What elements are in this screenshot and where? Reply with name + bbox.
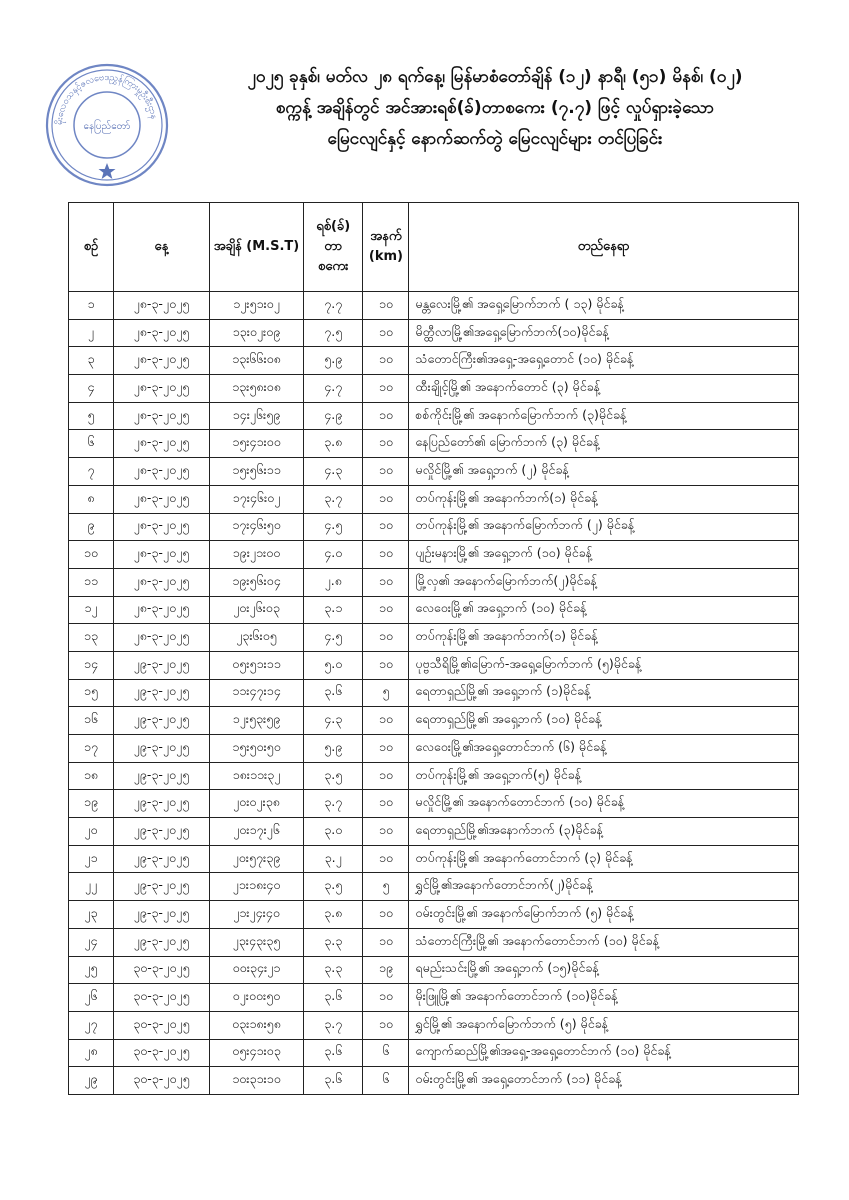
- cell-depth: ၁၀: [363, 984, 409, 1012]
- table-row: [69, 624, 799, 652]
- cell-magnitude: ၃.၅: [303, 762, 363, 790]
- cell-depth: ၆: [363, 1067, 409, 1095]
- cell-date: ၂၉-၃-၂၀၂၅: [113, 735, 209, 763]
- cell-date: ၂၈-၃-၂၀၂၅: [113, 513, 209, 541]
- cell-location: သံတောင်ကြီး၏အရှေ့-အရှေ့တောင် (၁၀) မိုင်ခန့်: [409, 347, 799, 375]
- table-body: [69, 292, 799, 1095]
- table-row: [69, 735, 799, 763]
- cell-time: ၁၀း၃၁း၁၀: [209, 1067, 303, 1095]
- cell-location: မိတ္ထီလာမြို့၏အရှေ့မြောက်ဘက်(၁၀)မိုင်ခန့်: [409, 319, 799, 347]
- cell-date: ၂၈-၃-၂၀၂၅: [113, 568, 209, 596]
- cell-depth: ၁၉: [363, 956, 409, 984]
- table-row: [69, 956, 799, 984]
- cell-time: ၀၂း၀၀း၅၀: [209, 984, 303, 1012]
- cell-location: ပျဉ်းမနားမြို့၏ အရှေ့ဘက် (၁၀) မိုင်ခန့်: [409, 541, 799, 569]
- cell-no: ၁၆: [69, 707, 114, 735]
- cell-location: ရွှင်မြို့၏အနောက်တောင်ဘက်(၂)မိုင်ခန့်: [409, 873, 799, 901]
- cell-time: ၁၁း၄၇း၁၄: [209, 679, 303, 707]
- table-row: [69, 568, 799, 596]
- table-row: [69, 319, 799, 347]
- table-row: [69, 402, 799, 430]
- seal-label: နေပြည်တော်: [83, 121, 131, 132]
- table-row: [69, 873, 799, 901]
- cell-depth: ၁၀: [363, 845, 409, 873]
- cell-magnitude: ၃.၃: [303, 928, 363, 956]
- table-row: [69, 679, 799, 707]
- table-row: [69, 845, 799, 873]
- cell-magnitude: ၃.၆: [303, 1039, 363, 1067]
- cell-time: ၁၅း၅၀း၅၀: [209, 735, 303, 763]
- cell-time: ၁၉း၂၁း၀၀: [209, 541, 303, 569]
- cell-magnitude: ၃.၁: [303, 596, 363, 624]
- table-row: [69, 485, 799, 513]
- cell-depth: ၁၀: [363, 458, 409, 486]
- table-row: [69, 541, 799, 569]
- cell-location: ဝမ်းတွင်းမြို့၏ အရှေ့တောင်ဘက် (၁၁) မိုင်ခန့်: [409, 1067, 799, 1095]
- cell-magnitude: ၄.၅: [303, 624, 363, 652]
- cell-depth: ၁၀: [363, 901, 409, 929]
- table-row: [69, 430, 799, 458]
- cell-date: ၂၉-၃-၂၀၂၅: [113, 762, 209, 790]
- cell-time: ၂၀း၂၆း၀၃: [209, 596, 303, 624]
- cell-no: ၁၀: [69, 541, 114, 569]
- star-icon: [99, 163, 116, 179]
- table-row: [69, 984, 799, 1012]
- header-time: အချိန် (M.S.T): [209, 203, 303, 292]
- cell-no: ၁၂: [69, 596, 114, 624]
- cell-depth: ၁၀: [363, 402, 409, 430]
- cell-time: ၁၃း၀၂း၀၉: [209, 319, 303, 347]
- cell-date: ၃၀-၃-၂၀၂၅: [113, 956, 209, 984]
- cell-date: ၂၈-၃-၂၀၂၅: [113, 375, 209, 403]
- cell-date: ၂၈-၃-၂၀၂၅: [113, 485, 209, 513]
- cell-no: ၂၄: [69, 928, 114, 956]
- cell-magnitude: ၇.၅: [303, 319, 363, 347]
- cell-depth: ၅: [363, 679, 409, 707]
- cell-location: ရေတာရှည်မြို့၏ အရှေ့ဘက် (၁)မိုင်ခန့်: [409, 679, 799, 707]
- cell-time: ၁၇း၄၆း၅၀: [209, 513, 303, 541]
- cell-time: ၁၂း၅၁း၀၂: [209, 292, 303, 320]
- cell-time: ၂၁း၂၄း၄၀: [209, 901, 303, 929]
- cell-date: ၃၀-၃-၂၀၂၅: [113, 1011, 209, 1039]
- cell-date: ၂၈-၃-၂၀၂၅: [113, 596, 209, 624]
- cell-date: ၂၉-၃-၂၀၂၅: [113, 707, 209, 735]
- table-row: [69, 818, 799, 846]
- cell-location: လေဝေးမြို့၏ အရှေ့ဘက် (၁၀) မိုင်ခန့်: [409, 596, 799, 624]
- cell-time: ၂၃း၆း၀၅: [209, 624, 303, 652]
- cell-date: ၂၈-၃-၂၀၂၅: [113, 458, 209, 486]
- cell-no: ၂၉: [69, 1067, 114, 1095]
- cell-time: ၁၉း၅၆း၀၄: [209, 568, 303, 596]
- cell-magnitude: ၅.၉: [303, 735, 363, 763]
- cell-no: ၁၉: [69, 790, 114, 818]
- cell-time: ၁၇း၄၆း၀၂: [209, 485, 303, 513]
- table-row: [69, 292, 799, 320]
- cell-depth: ၁၀: [363, 541, 409, 569]
- cell-depth: ၁၀: [363, 375, 409, 403]
- cell-no: ၂၀: [69, 818, 114, 846]
- document-title: [180, 62, 810, 155]
- cell-magnitude: ၄.၉: [303, 402, 363, 430]
- cell-location: သံတောင်ကြီးမြို့၏ အနောက်တောင်ဘက် (၁၀) မိုင်ခန့်: [409, 928, 799, 956]
- cell-time: ၁၈း၁၁း၃၂: [209, 762, 303, 790]
- table-row: [69, 1039, 799, 1067]
- cell-location: နေပြည်တော်၏ မြောက်ဘက် (၃) မိုင်ခန့်: [409, 430, 799, 458]
- cell-time: ၀၅း၅၁း၁၁: [209, 651, 303, 679]
- cell-magnitude: ၇.၇: [303, 292, 363, 320]
- cell-date: ၂၉-၃-၂၀၂၅: [113, 928, 209, 956]
- cell-magnitude: ၃.၇: [303, 1011, 363, 1039]
- cell-magnitude: ၃.၆: [303, 1067, 363, 1095]
- cell-magnitude: ၄.၀: [303, 541, 363, 569]
- cell-no: ၈: [69, 485, 114, 513]
- cell-location: တပ်ကုန်းမြို့၏ အရှေ့ဘက်(၅) မိုင်ခန့်: [409, 762, 799, 790]
- table-row: [69, 790, 799, 818]
- cell-no: ၂၆: [69, 984, 114, 1012]
- cell-no: ၂၁: [69, 845, 114, 873]
- cell-time: ၀၃း၁၈း၅၈: [209, 1011, 303, 1039]
- cell-magnitude: ၃.၆: [303, 984, 363, 1012]
- cell-depth: ၁၀: [363, 513, 409, 541]
- svg-text:မိုးလေဝသနှင့်ဇလဗေဒညွှန်ကြားမှု: [54, 73, 159, 125]
- cell-date: ၂၈-၃-၂၀၂၅: [113, 624, 209, 652]
- cell-depth: ၁၀: [363, 818, 409, 846]
- cell-magnitude: ၂.၈: [303, 568, 363, 596]
- title-line-1: ၂၀၂၅ ခုနှစ်၊ မတ်လ ၂၈ ရက်နေ့၊ မြန်မာစံတော်ချိန် (၁၂) နာရီ၊ (၅၁) မိနစ်၊ (၀၂): [247, 67, 743, 87]
- cell-depth: ၁၀: [363, 651, 409, 679]
- cell-date: ၂၉-၃-၂၀၂၅: [113, 790, 209, 818]
- cell-date: ၂၈-၃-၂၀၂၅: [113, 319, 209, 347]
- cell-no: ၁၇: [69, 735, 114, 763]
- cell-no: ၂၈: [69, 1039, 114, 1067]
- cell-depth: ၁၀: [363, 762, 409, 790]
- cell-depth: ၁၀: [363, 596, 409, 624]
- cell-location: ရမည်းသင်းမြို့၏ အရှေ့ဘက် (၁၅)မိုင်ခန့်: [409, 956, 799, 984]
- cell-no: ၁၄: [69, 651, 114, 679]
- cell-time: ၂၁း၁၈း၄၀: [209, 873, 303, 901]
- cell-location: တပ်ကုန်းမြို့၏ အနောက်မြောက်ဘက် (၂) မိုင်ခန့်: [409, 513, 799, 541]
- cell-time: ၁၅း၄၁း၀၀: [209, 430, 303, 458]
- title-line-3: မြေငလျင်နှင့် နောက်ဆက်တွဲ မြေငလျင်များ တင်ပြခြင်း: [327, 129, 663, 149]
- cell-depth: ၁၀: [363, 347, 409, 375]
- cell-magnitude: ၄.၃: [303, 458, 363, 486]
- cell-date: ၂၈-၃-၂၀၂၅: [113, 402, 209, 430]
- cell-magnitude: ၃.၇: [303, 485, 363, 513]
- cell-no: ၉: [69, 513, 114, 541]
- cell-depth: ၁၀: [363, 292, 409, 320]
- table-header-row: [69, 203, 799, 292]
- cell-date: ၃၀-၃-၂၀၂၅: [113, 984, 209, 1012]
- header-magnitude: ရစ်(ခ်) တာ စကေး: [303, 203, 363, 292]
- cell-depth: ၁၀: [363, 568, 409, 596]
- cell-time: ၀၅း၄၁း၀၃: [209, 1039, 303, 1067]
- cell-location: စစ်ကိုင်းမြို့၏ အနောက်မြောက်ဘက် (၃)မိုင်ခန့်: [409, 402, 799, 430]
- cell-location: ထီးချိုင့်မြို့၏ အနောက်တောင် (၃) မိုင်ခန့်: [409, 375, 799, 403]
- cell-no: ၁၃: [69, 624, 114, 652]
- cell-time: ၂၀း၁၇း၂၆: [209, 818, 303, 846]
- table-row: [69, 375, 799, 403]
- cell-magnitude: ၃.၂: [303, 845, 363, 873]
- cell-location: ကျောက်ဆည်မြို့၏အရှေ့-အရှေ့တောင်ဘက် (၁၀) မိုင်ခန့်: [409, 1039, 799, 1067]
- cell-magnitude: ၃.၇: [303, 790, 363, 818]
- table-row: [69, 1067, 799, 1095]
- cell-location: မြို့လှ၏ အနောက်မြောက်ဘက်(၂)မိုင်ခန့်: [409, 568, 799, 596]
- cell-no: ၄: [69, 375, 114, 403]
- cell-magnitude: ၃.၀: [303, 818, 363, 846]
- cell-no: ၂: [69, 319, 114, 347]
- cell-depth: ၅: [363, 873, 409, 901]
- cell-no: ၁၅: [69, 679, 114, 707]
- table-row: [69, 707, 799, 735]
- cell-no: ၅: [69, 402, 114, 430]
- cell-location: တပ်ကုန်းမြို့၏ အနောက်တောင်ဘက် (၃) မိုင်ခန့်: [409, 845, 799, 873]
- cell-location: ဝမ်းတွင်းမြို့၏ အနောက်မြောက်ဘက် (၅) မိုင်ခန့်: [409, 901, 799, 929]
- cell-depth: ၁၀: [363, 624, 409, 652]
- cell-location: ရေတာရှည်မြို့၏အနောက်ဘက် (၃)မိုင်ခန့်: [409, 818, 799, 846]
- cell-location: မလှိုင်မြို့၏ အရှေ့ဘက် (၂) မိုင်ခန့်: [409, 458, 799, 486]
- cell-magnitude: ၄.၅: [303, 513, 363, 541]
- cell-no: ၂၃: [69, 901, 114, 929]
- cell-no: ၁၁: [69, 568, 114, 596]
- cell-magnitude: ၅.၉: [303, 347, 363, 375]
- cell-no: ၁၈: [69, 762, 114, 790]
- cell-magnitude: ၃.၆: [303, 679, 363, 707]
- cell-date: ၃၀-၃-၂၀၂၅: [113, 1039, 209, 1067]
- cell-location: တပ်ကုန်းမြို့၏ အနောက်ဘက်(၁) မိုင်ခန့်: [409, 624, 799, 652]
- cell-date: ၂၉-၃-၂၀၂၅: [113, 845, 209, 873]
- cell-location: တပ်ကုန်းမြို့၏ အနောက်ဘက်(၁) မိုင်ခန့်: [409, 485, 799, 513]
- cell-time: ၂၀း၀၂း၃၈: [209, 790, 303, 818]
- cell-depth: ၁၀: [363, 485, 409, 513]
- cell-no: ၆: [69, 430, 114, 458]
- cell-date: ၂၉-၃-၂၀၂၅: [113, 818, 209, 846]
- table-row: [69, 928, 799, 956]
- cell-depth: ၁၀: [363, 707, 409, 735]
- cell-date: ၃၀-၃-၂၀၂၅: [113, 1067, 209, 1095]
- cell-no: ၇: [69, 458, 114, 486]
- header-depth: အနက် (km): [363, 203, 409, 292]
- cell-no: ၁: [69, 292, 114, 320]
- cell-magnitude: ၅.၀: [303, 651, 363, 679]
- cell-depth: ၁၀: [363, 735, 409, 763]
- cell-no: ၂၅: [69, 956, 114, 984]
- table-row: [69, 762, 799, 790]
- cell-date: ၂၈-၃-၂၀၂၅: [113, 347, 209, 375]
- cell-location: မိုးဖြူမြို့၏ အနောက်တောင်ဘက် (၁၀)မိုင်ခန့်: [409, 984, 799, 1012]
- table-row: [69, 458, 799, 486]
- cell-date: ၂၉-၃-၂၀၂၅: [113, 901, 209, 929]
- cell-date: ၂၈-၃-၂၀၂၅: [113, 292, 209, 320]
- cell-depth: ၆: [363, 1039, 409, 1067]
- header-date: နေ့: [113, 203, 209, 292]
- title-line-2: စက္ကန့် အချိန်တွင် အင်အားရစ်(ခ်)တာစကေး (၇.၇) ဖြင့် လှုပ်ရှားခဲ့သော: [275, 98, 715, 118]
- cell-date: ၂၈-၃-၂၀၂၅: [113, 541, 209, 569]
- cell-depth: ၁၀: [363, 430, 409, 458]
- cell-magnitude: ၄.၃: [303, 707, 363, 735]
- table-row: [69, 901, 799, 929]
- cell-location: လေဝေးမြို့၏အရှေ့တောင်ဘက် (၆) မိုင်ခန့်: [409, 735, 799, 763]
- cell-depth: ၁၀: [363, 790, 409, 818]
- cell-location: ပုဗ္ဗသီရိမြို့၏မြောက်-အရှေ့မြောက်ဘက် (၅)မိုင်ခန့်: [409, 651, 799, 679]
- table-row: [69, 596, 799, 624]
- earthquake-table: [68, 202, 799, 1095]
- table-row: [69, 347, 799, 375]
- cell-no: ၃: [69, 347, 114, 375]
- table-row: [69, 1011, 799, 1039]
- cell-magnitude: ၄.၇: [303, 375, 363, 403]
- cell-location: ရေတာရှည်မြို့၏ အရှေ့ဘက် (၁၀) မိုင်ခန့်: [409, 707, 799, 735]
- department-seal: [44, 62, 170, 188]
- cell-location: မလှိုင်မြို့၏ အနောက်တောင်ဘက် (၁၀) မိုင်ခန့်: [409, 790, 799, 818]
- cell-date: ၂၈-၃-၂၀၂၅: [113, 430, 209, 458]
- cell-time: ၁၄း၂၆း၅၉: [209, 402, 303, 430]
- cell-location: မန္တလေးမြို့၏ အရှေ့မြောက်ဘက် ( ၁၃) မိုင်ခန့်: [409, 292, 799, 320]
- cell-time: ၁၅း၅၆း၁၁: [209, 458, 303, 486]
- header-location: တည်နေရာ: [409, 203, 799, 292]
- table-row: [69, 651, 799, 679]
- cell-magnitude: ၃.၈: [303, 901, 363, 929]
- cell-time: ၁၃း၅၈း၀၈: [209, 375, 303, 403]
- cell-no: ၂၂: [69, 873, 114, 901]
- cell-depth: ၁၀: [363, 319, 409, 347]
- seal-ring-text: မိုးလေဝသနှင့်ဇလဗေဒညွှန်ကြားမှုဦးစီးဌာန: [54, 72, 159, 126]
- cell-depth: ၁၀: [363, 1011, 409, 1039]
- header-no: စဉ်: [69, 203, 114, 292]
- table-row: [69, 513, 799, 541]
- cell-depth: ၁၀: [363, 928, 409, 956]
- cell-magnitude: ၃.၃: [303, 956, 363, 984]
- cell-time: ၁၃း၆၆း၀၈: [209, 347, 303, 375]
- cell-time: ၀၀း၃၄း၂၁: [209, 956, 303, 984]
- cell-time: ၂၀း၅၇း၃၉: [209, 845, 303, 873]
- cell-date: ၂၉-၃-၂၀၂၅: [113, 679, 209, 707]
- cell-no: ၂၇: [69, 1011, 114, 1039]
- cell-date: ၂၉-၃-၂၀၂၅: [113, 651, 209, 679]
- cell-location: ရွှင်မြို့၏ အနောက်မြောက်ဘက် (၅) မိုင်ခန့်: [409, 1011, 799, 1039]
- cell-date: ၂၉-၃-၂၀၂၅: [113, 873, 209, 901]
- cell-time: ၂၃း၄၃း၃၅: [209, 928, 303, 956]
- cell-magnitude: ၃.၈: [303, 430, 363, 458]
- cell-magnitude: ၃.၅: [303, 873, 363, 901]
- cell-time: ၁၂း၅၃း၅၉: [209, 707, 303, 735]
